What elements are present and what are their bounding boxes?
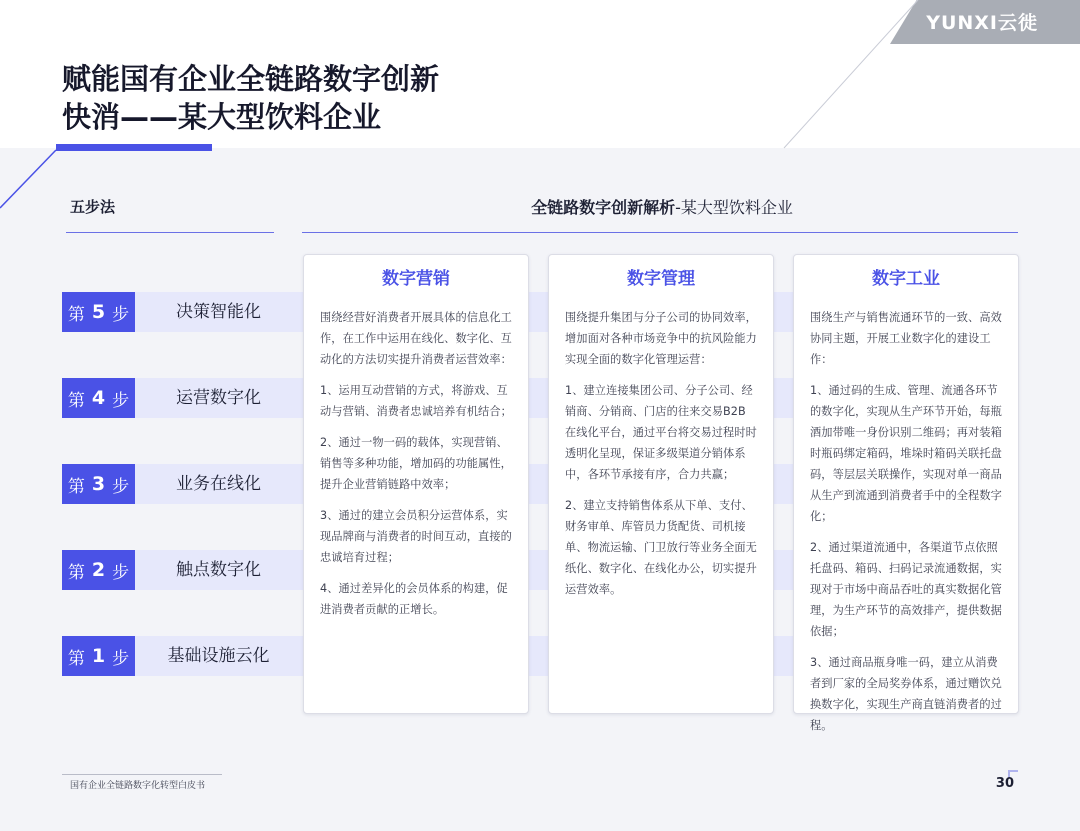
card-paragraph: 围绕提升集团与分子公司的协同效率，增加面对各种市场竞争中的抗风险能力实现全面的数字化管理运营： bbox=[565, 311, 757, 366]
card-digital-management bbox=[548, 254, 774, 714]
step-number: 1 bbox=[91, 645, 106, 667]
left-divider bbox=[66, 232, 274, 233]
card-paragraph: 4、通过差异化的会员体系的构建，促进消费者贡献的正增长。 bbox=[320, 582, 508, 616]
step-badge-1 bbox=[62, 636, 135, 676]
step-badge-5 bbox=[62, 292, 135, 332]
step-name-5: 决策智能化 bbox=[176, 302, 261, 322]
card-body bbox=[549, 291, 773, 600]
step-suffix: 步 bbox=[112, 562, 130, 583]
footer-divider bbox=[62, 774, 222, 775]
step-name-1: 基础设施云化 bbox=[167, 646, 270, 666]
page-title bbox=[62, 60, 439, 136]
step-badge-2 bbox=[62, 550, 135, 590]
card-paragraph: 2、建立支持销售体系从下单、支付、财务审单、库管员力货配货、司机接单、物流运输、门卫放行等业务全面无纸化、数字化、在线化办公，切实提升运营效率。 bbox=[565, 499, 757, 596]
step-prefix: 第 bbox=[67, 562, 85, 583]
card-paragraph: 3、通过商品瓶身唯一码，建立从消费者到厂家的全局奖券体系，通过赠饮兑换数字化，实现生产商直链消费者的过程。 bbox=[810, 656, 1002, 732]
step-number: 4 bbox=[91, 387, 106, 409]
step-prefix: 第 bbox=[67, 304, 85, 325]
analysis-heading bbox=[306, 195, 1018, 218]
card-paragraph: 2、通过一物一码的载体，实现营销、销售等多种功能，增加码的功能属性，提升企业营销链路中效率； bbox=[320, 436, 512, 491]
analysis-heading-rest: -某大型饮料企业 bbox=[675, 198, 793, 217]
card-body bbox=[794, 291, 1018, 736]
card-paragraph: 1、建立连接集团公司、分子公司、经销商、分销商、门店的往来交易B2B在线化平台，通过平台将交易过程时时透明化呈现，保证多级渠道分销体系中，各环节承接有序，合力共赢； bbox=[565, 384, 757, 481]
step-name-2: 触点数字化 bbox=[176, 560, 261, 580]
card-title: 数字工业 bbox=[872, 269, 940, 289]
step-prefix: 第 bbox=[67, 476, 85, 497]
step-suffix: 步 bbox=[112, 648, 130, 669]
card-digital-marketing bbox=[303, 254, 529, 714]
footer-text: 国有企业全链路数字化转型白皮书 bbox=[70, 781, 206, 791]
card-paragraph: 3、通过的建立会员积分运营体系，实现品牌商与消费者的时间互动，直接的忠诚培育过程； bbox=[320, 509, 512, 564]
card-digital-industry bbox=[793, 254, 1019, 732]
card-body bbox=[304, 291, 528, 620]
card-title: 数字管理 bbox=[627, 269, 695, 289]
step-suffix: 步 bbox=[112, 304, 130, 325]
card-paragraph: 1、通过码的生成、管理、流通各环节的数字化，实现从生产环节开始，每瓶酒加带唯一身份识别二维码；再对装箱时瓶码绑定箱码，堆垛时箱码关联托盘码，等层层关联操作，实现对单一商品从生产到流通到消费者手中的全程数字化； bbox=[810, 384, 1002, 523]
card-paragraph: 1、运用互动营销的方式，将游戏、互动与营销、消费者忠诚培养有机结合； bbox=[320, 384, 512, 418]
brand-logo: YUNXI云徙 bbox=[926, 12, 1038, 34]
analysis-heading-strong: 全链路数字创新解析 bbox=[531, 198, 676, 217]
right-divider bbox=[302, 232, 1018, 233]
five-steps-heading: 五步法 bbox=[70, 198, 116, 216]
step-badge-3 bbox=[62, 464, 135, 504]
card-paragraph: 围绕经营好消费者开展具体的信息化工作，在工作中运用在线化、数字化、互动化的方法切实提升消费者运营效率： bbox=[320, 311, 512, 366]
step-number: 3 bbox=[91, 473, 106, 495]
page-number: 30 bbox=[995, 776, 1014, 791]
card-paragraph: 2、通过渠道流通中，各渠道节点依照托盘码、箱码、扫码记录流通数据，实现对于市场中商品吞吐的真实数据化管理，为生产环节的高效排产，提供数据依据； bbox=[810, 541, 1002, 638]
step-name-4: 运营数字化 bbox=[176, 388, 261, 408]
step-prefix: 第 bbox=[67, 648, 85, 669]
step-suffix: 步 bbox=[112, 390, 130, 411]
step-prefix: 第 bbox=[67, 390, 85, 411]
page-title-line-2: 快消——某大型饮料企业 bbox=[62, 100, 382, 134]
step-name-3: 业务在线化 bbox=[176, 474, 261, 494]
card-title: 数字营销 bbox=[382, 269, 450, 289]
card-paragraph: 围绕生产与销售流通环节的一致、高效协同主题，开展工业数字化的建设工作： bbox=[810, 311, 1002, 366]
step-suffix: 步 bbox=[112, 476, 130, 497]
title-accent-bar bbox=[56, 144, 212, 151]
page-title-line-1: 赋能国有企业全链路数字创新 bbox=[62, 62, 440, 96]
step-number: 5 bbox=[91, 301, 106, 323]
step-badge-4 bbox=[62, 378, 135, 418]
step-number: 2 bbox=[91, 559, 106, 581]
